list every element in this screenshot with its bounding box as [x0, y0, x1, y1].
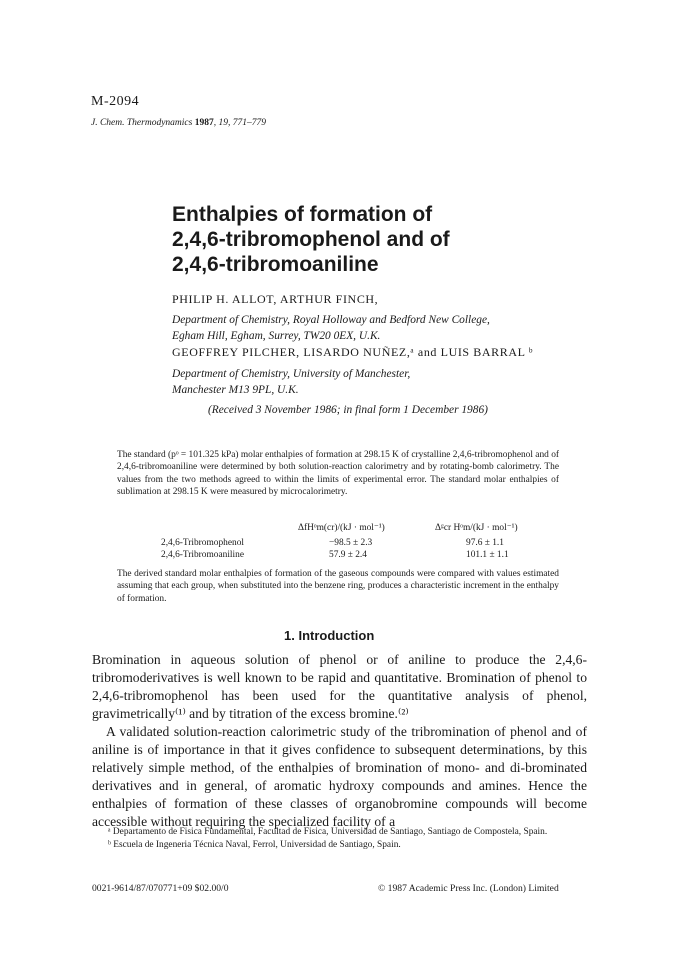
copyright-line: © 1987 Academic Press Inc. (London) Limited	[378, 883, 559, 894]
journal-name: J. Chem. Thermodynamics	[91, 118, 193, 128]
affiliation-2	[172, 366, 410, 398]
affiliation-1	[172, 312, 490, 344]
footnote-b: ᵇ Escuela de Ingeneria Técnica Naval, Ferrol, Universidad de Santiago, Spain.	[108, 840, 401, 850]
received-dates: (Received 3 November 1986; in final form 1 December 1986)	[208, 404, 488, 416]
section-heading: 1. Introduction	[284, 628, 375, 643]
abstract-paragraph-1: The standard (pᵒ = 101.325 kPa) molar enthalpies of formation at 298.15 K of crystalline 2,4,6-tribromophenol and of 2,4,6-tribromoaniline were determined by both solution-reaction calorimetry and by rotating-bomb calorimetry. The values from the two methods agreed to within the limits of experimental error. The standard molar enthalpies of sublimation at 298.15 K were measured by microcalorimetry.	[117, 450, 559, 497]
body-paragraph: Bromination in aqueous solution of phenol or of aniline to produce the 2,4,6-tribromoderivatives is well known to be rapid and quantitative. Bromination of phenol to 2,4,6-tribromophenol has been used for the quantitative analysis of phenol, gravimetrically⁽¹⁾ and by titration of the excess bromine.⁽²⁾	[92, 652, 587, 721]
affiliation-line: Egham Hill, Egham, Surrey, TW20 0EX, U.K.	[172, 330, 381, 342]
table-header-sublimation: Δᵍcr Hᵒm/(kJ · mol⁻¹)	[435, 523, 518, 533]
title-line: 2,4,6-tribromophenol and of	[172, 228, 450, 251]
affiliation-line: Department of Chemistry, University of Manchester,	[172, 368, 411, 380]
footnotes	[108, 826, 587, 852]
table-cell-sublimation: 97.6 ± 1.1	[466, 538, 504, 548]
body-text	[92, 651, 587, 831]
table-row-name: 2,4,6-Tribromophenol	[161, 538, 244, 548]
table-cell-formation: 57.9 ± 2.4	[329, 550, 367, 560]
journal-year: 1987	[194, 118, 214, 128]
abstract-paragraph-2: The derived standard molar enthalpies of formation of the gaseous compounds were compared with values estimated assuming that each group, when substituted into the benzene ring, produces a characteristic increment in the enthalpy of formation.	[117, 569, 559, 604]
journal-volume-pages: , 19, 771–779	[213, 118, 266, 128]
journal-citation	[91, 118, 266, 128]
manuscript-code: M-2094	[91, 94, 140, 109]
body-paragraph: A validated solution-reaction calorimetric study of the tribromination of phenol and of aniline is of importance in that it gives confidence to subsequent determinations, by this relatively simple method, of the enthalpies of bromination of mono- and di-brominated derivatives and in general, of aromatic hydroxy compounds and amines. Hence the enthalpies of formation of these classes of organobromine compounds will become accessible without requiring the specialized facility of a	[92, 724, 587, 829]
title-line: Enthalpies of formation of	[172, 203, 433, 226]
footnote-a: ᵃ Departamento de Fisica Fundamental, Facultad de Fisica, Universidad de Santiago, Santiago de Compostela, Spain.	[108, 827, 548, 837]
affiliation-line: Department of Chemistry, Royal Holloway and Bedford New College,	[172, 314, 490, 326]
affiliation-line: Manchester M13 9PL, U.K.	[172, 384, 299, 396]
authors-group-1: PHILIP H. ALLOT, ARTHUR FINCH,	[172, 292, 379, 306]
table-row-name: 2,4,6-Tribromoaniline	[161, 550, 244, 560]
table-header-formation: ΔfHᵒm(cr)/(kJ · mol⁻¹)	[298, 523, 385, 533]
table-cell-formation: −98.5 ± 2.3	[329, 538, 373, 548]
title-line: 2,4,6-tribromoaniline	[172, 253, 379, 276]
issn-line: 0021-9614/87/070771+09 $02.00/0	[92, 883, 229, 894]
paper-title	[172, 202, 592, 277]
table-cell-sublimation: 101.1 ± 1.1	[466, 550, 509, 560]
authors-group-2: GEOFFREY PILCHER, LISARDO NUÑEZ,ᵃ and LUIS BARRAL ᵇ	[172, 345, 534, 359]
